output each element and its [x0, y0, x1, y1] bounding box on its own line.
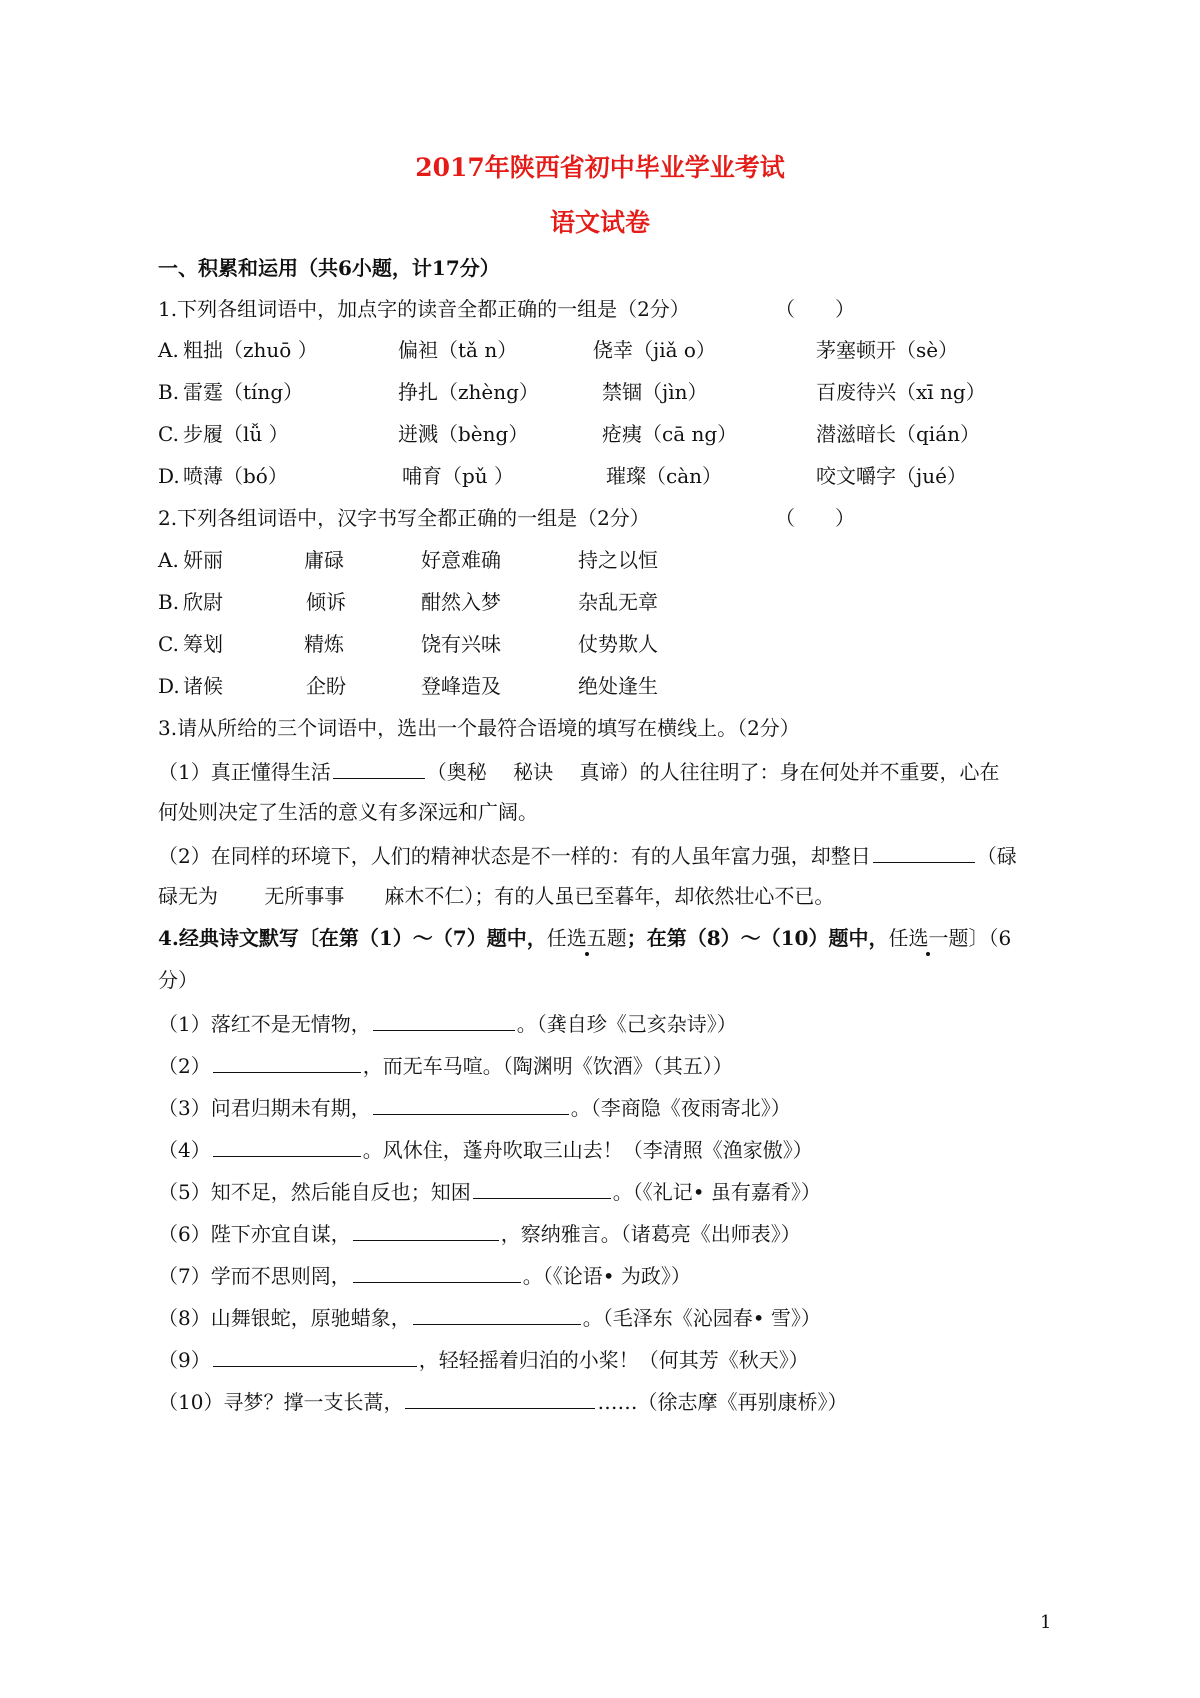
answer-blank[interactable] [373, 1008, 515, 1031]
poem-item-8: （8）山舞银蛇，原驰蜡象， 。（毛泽东《沁园春• 雪》） [158, 1302, 821, 1332]
poem-item-5: （5）知不足，然后能自反也；知困 。（《礼记• 虽有嘉肴》） [158, 1176, 821, 1206]
question-2-stem: 2.下列各组词语中，汉字书写全都正确的一组是（2分） [158, 506, 650, 530]
answer-blank[interactable] [213, 1134, 361, 1157]
answer-blank[interactable] [473, 1176, 611, 1199]
exam-title: 2017年陕西省初中毕业学业考试 [415, 153, 785, 182]
emphasis-mark: 任选一题 [888, 926, 969, 950]
poem-item-6: （6）陛下亦宜自谋， ，察纳雅言。（诸葛亮《出师表》） [158, 1218, 801, 1248]
page-number: 1 [1040, 1612, 1052, 1633]
poem-item-4: （4） 。风休住，蓬舟吹取三山去！（李清照《渔家傲》） [158, 1134, 813, 1164]
answer-blank[interactable] [413, 1302, 581, 1325]
answer-blank[interactable] [873, 840, 975, 863]
answer-blank[interactable] [405, 1386, 595, 1409]
poem-item-10: （10）寻梦？撑一支长蒿， ……（徐志摩《再别康桥》） [158, 1386, 847, 1416]
answer-blank[interactable] [333, 756, 425, 779]
answer-blank[interactable] [353, 1218, 499, 1241]
question-3-part-2: （2）在同样的环境下，人们的精神状态是不一样的：有的人虽年富力强，却整日 （碌 [158, 840, 1017, 870]
exam-subtitle: 语文试卷 [549, 208, 650, 237]
answer-blank[interactable] [213, 1050, 361, 1073]
emphasis-mark: 任选五题 [546, 926, 627, 950]
question-1-stem: 1.下列各组词语中，加点字的读音全都正确的一组是（2分） [158, 297, 690, 321]
poem-item-3: （3）问君归期未有期， 。（李商隐《夜雨寄北》） [158, 1092, 791, 1122]
question-3-stem: 3.请从所给的三个词语中，选出一个最符合语境的填写在横线上。（2分） [158, 716, 800, 740]
question-4-stem-cont: 分） [158, 968, 198, 992]
question-3-part-1: （1）真正懂得生活 （奥秘 秘诀 真谛）的人往往明了：身在何处并不重要，心在 [158, 756, 999, 786]
poem-item-9: （9） ，轻轻摇着归泊的小桨！（何其芳《秋天》） [158, 1344, 809, 1374]
poem-item-1: （1）落红不是无情物， 。（龚自珍《己亥杂诗》） [158, 1008, 737, 1038]
question-3-part-2-cont: 碌无为 无所事事 麻木不仁）；有的人虽已至暮年，却依然壮心不已。 [158, 884, 835, 908]
poem-item-2: （2） ，而无车马喧。（陶渊明《饮酒》（其五）） [158, 1050, 733, 1080]
answer-blank[interactable] [373, 1092, 569, 1115]
question-1-answer-paren: （ ） [775, 297, 855, 321]
section-heading: 一、积累和运用（共6小题，计17分） [158, 256, 500, 280]
answer-blank[interactable] [213, 1344, 417, 1367]
question-4-stem: 4.经典诗文默写〔在第（1）～（7）题中，任选五题；在第（8）～（10）题中，任选一题〕（6 [158, 926, 1012, 950]
question-3-part-1-cont: 何处则决定了生活的意义有多深远和广阔。 [158, 800, 538, 824]
question-2-answer-paren: （ ） [775, 506, 855, 530]
poem-item-7: （7）学而不思则罔， 。（《论语• 为政》） [158, 1260, 691, 1290]
answer-blank[interactable] [353, 1260, 521, 1283]
